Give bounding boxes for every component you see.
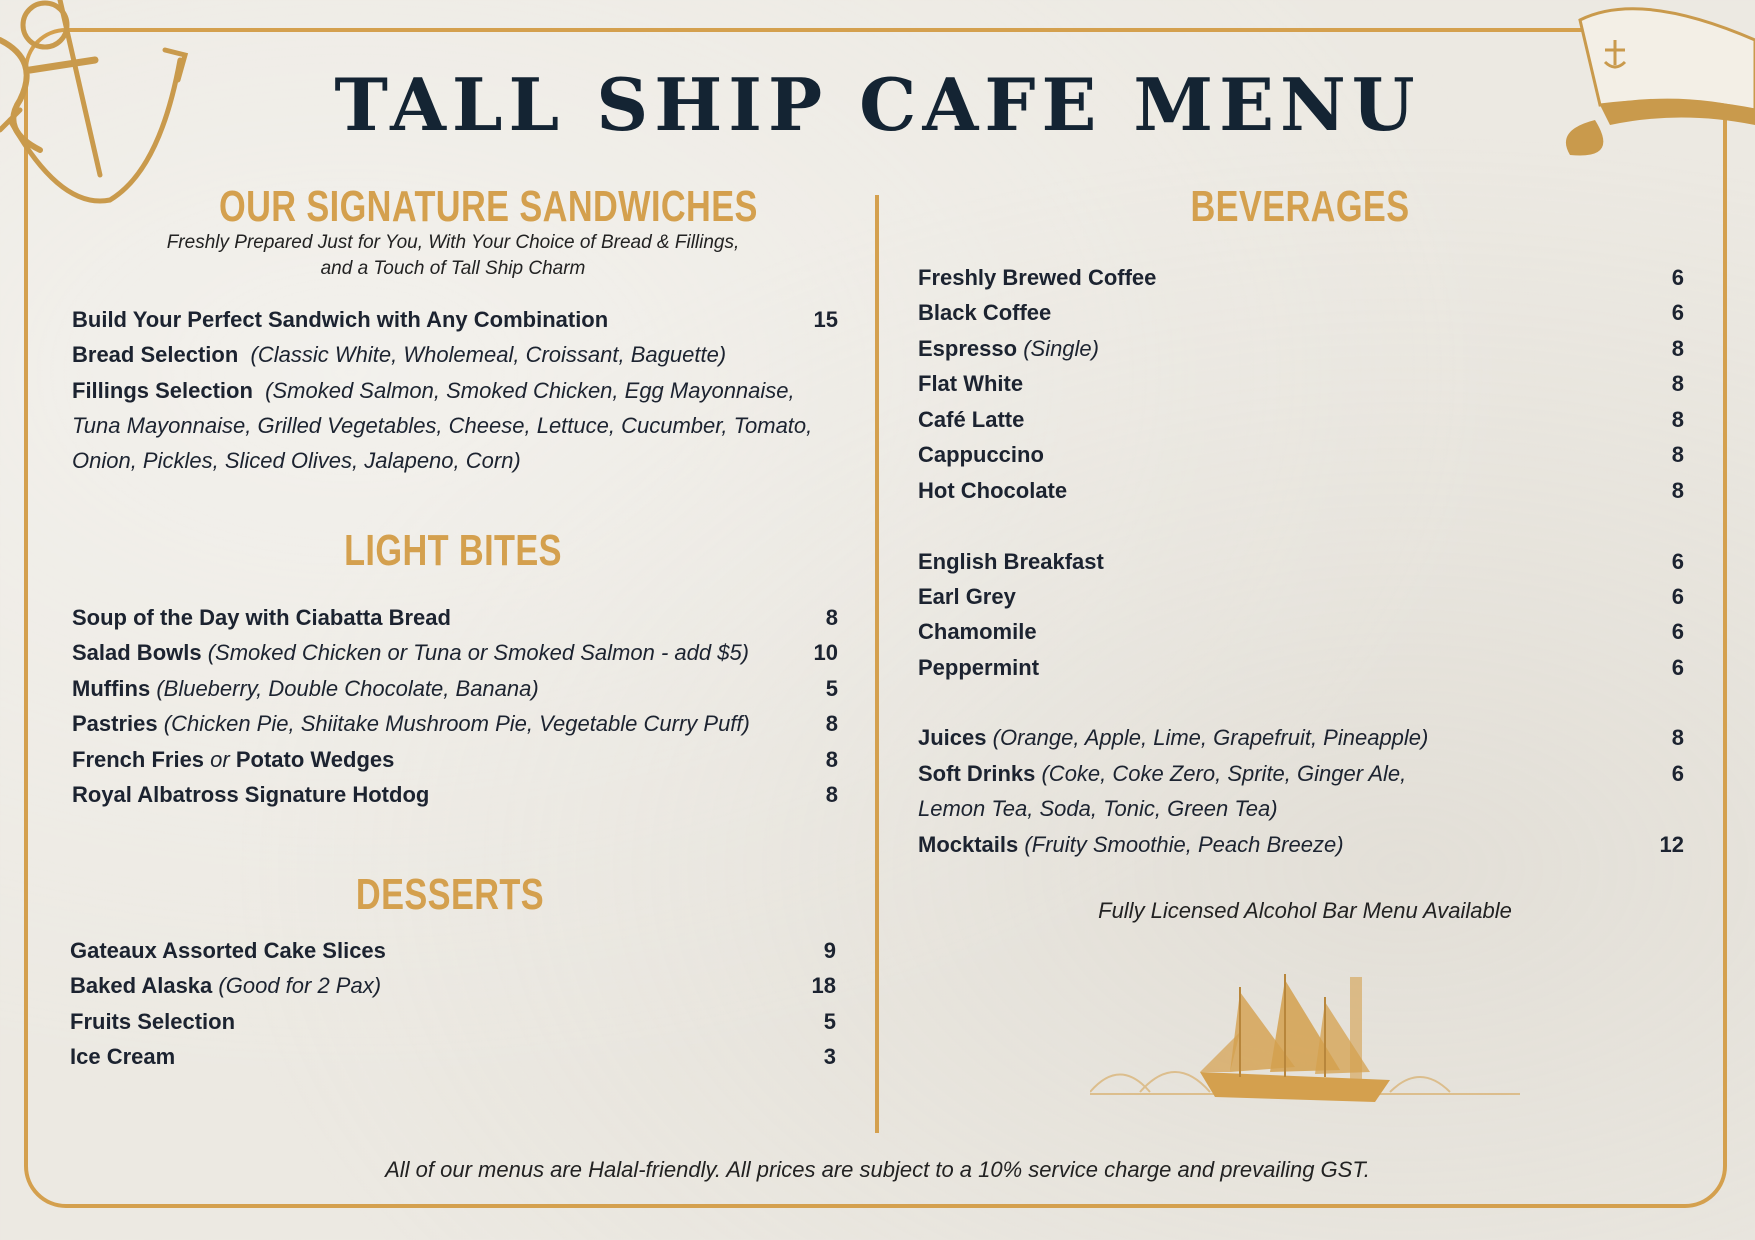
beverages-heading: BEVERAGES [1190,182,1410,231]
list-item: Flat White [918,371,1024,396]
item-price: 6 [1671,549,1684,574]
item-price: 8 [1671,336,1684,361]
list-item: Freshly Brewed Coffee [918,265,1157,290]
list-item: Fruits Selection [70,1009,236,1034]
tall-ship-icon [1090,972,1520,1112]
list-item: Soft Drinks (Coke, Coke Zero, Sprite, Ginger Ale, Lemon Tea, Soda, Tonic, Green Tea) [918,761,1407,821]
item-price: 8 [1671,371,1684,396]
menu-item-build-sandwich [72,302,608,337]
item-desc: (Classic White, Wholemeal, Croissant, Baguette) [250,342,727,367]
subtitle-line-2: and a Touch of Tall Ship Charm [320,258,586,279]
list-item: Juices (Orange, Apple, Lime, Grapefruit, Pineapple) [918,725,1429,750]
item-desc: Tuna Mayonnaise, Grilled Vegetables, Cheese, Lettuce, Cucumber, Tomato, [72,413,813,438]
item-price: 10 [813,640,838,665]
list-item: Baked Alaska (Good for 2 Pax) [70,973,382,998]
item-price: 8 [825,605,838,630]
light-bites-heading: LIGHT BITES [344,526,562,575]
item-price: 6 [1671,300,1684,325]
item-price: 6 [1671,265,1684,290]
list-item: French Fries or Potato Wedges [72,747,395,772]
list-item: Chamomile [918,619,1037,644]
sandwiches-subtitle [103,230,803,282]
item-price: 8 [825,711,838,736]
item-price: 8 [1671,442,1684,467]
list-item: Earl Grey [918,584,1016,609]
item-price: 5 [825,676,838,701]
list-item: Salad Bowls (Smoked Chicken or Tuna or Smoked Salmon - add $5) [72,640,750,665]
item-desc: Onion, Pickles, Sliced Olives, Jalapeno, Corn) [72,448,521,473]
item-price: 18 [811,973,836,998]
list-item: Espresso (Single) [918,336,1099,361]
list-item: Royal Albatross Signature Hotdog [72,782,430,807]
subtitle-line-1: Freshly Prepared Just for You, With Your Choice of Bread & Fillings, [166,232,740,253]
item-price: 15 [813,307,838,332]
bar-menu-note: Fully Licensed Alcohol Bar Menu Available [1098,898,1512,923]
menu-item-fillings-selection [72,373,832,478]
item-price: 8 [1671,478,1684,503]
menu-title: TALL SHIP CAFE MENU [334,62,1421,147]
column-divider [875,195,879,1133]
footer-note: All of our menus are Halal-friendly. All prices are subject to a 10% service charge and prevailing GST. [385,1157,1370,1182]
item-name: Build Your Perfect Sandwich with Any Combination [72,307,609,332]
item-name: Bread Selection [72,342,239,367]
item-price: 9 [823,938,836,963]
item-price: 12 [1659,832,1684,857]
list-item: Café Latte [918,407,1025,432]
list-item: English Breakfast [918,549,1104,574]
list-item: Ice Cream [70,1044,176,1069]
list-item: Hot Chocolate [918,478,1068,503]
desserts-heading: DESSERTS [355,870,545,919]
list-item: Pastries (Chicken Pie, Shiitake Mushroom Pie, Vegetable Curry Puff) [72,711,750,736]
item-price: 8 [825,782,838,807]
list-item: Mocktails (Fruity Smoothie, Peach Breeze) [918,832,1344,857]
item-price: 8 [825,747,838,772]
item-desc: (Smoked Salmon, Smoked Chicken, Egg Mayonnaise, [265,378,795,403]
item-price: 3 [823,1044,836,1069]
list-item: Peppermint [918,655,1040,680]
item-name: Fillings Selection [72,378,253,403]
item-price: 6 [1671,655,1684,680]
item-price: 8 [1671,407,1684,432]
menu-item-bread-selection [72,337,726,372]
list-item: Cappuccino [918,442,1044,467]
item-price: 6 [1671,761,1684,786]
list-item: Soup of the Day with Ciabatta Bread [72,605,451,630]
item-price: 6 [1671,584,1684,609]
item-price: 5 [823,1009,836,1034]
item-price: 6 [1671,619,1684,644]
list-item: Black Coffee [918,300,1052,325]
sandwiches-heading: OUR SIGNATURE SANDWICHES [219,182,758,231]
list-item: Gateaux Assorted Cake Slices [70,938,386,963]
list-item: Muffins (Blueberry, Double Chocolate, Banana) [72,676,539,701]
item-price: 8 [1671,725,1684,750]
